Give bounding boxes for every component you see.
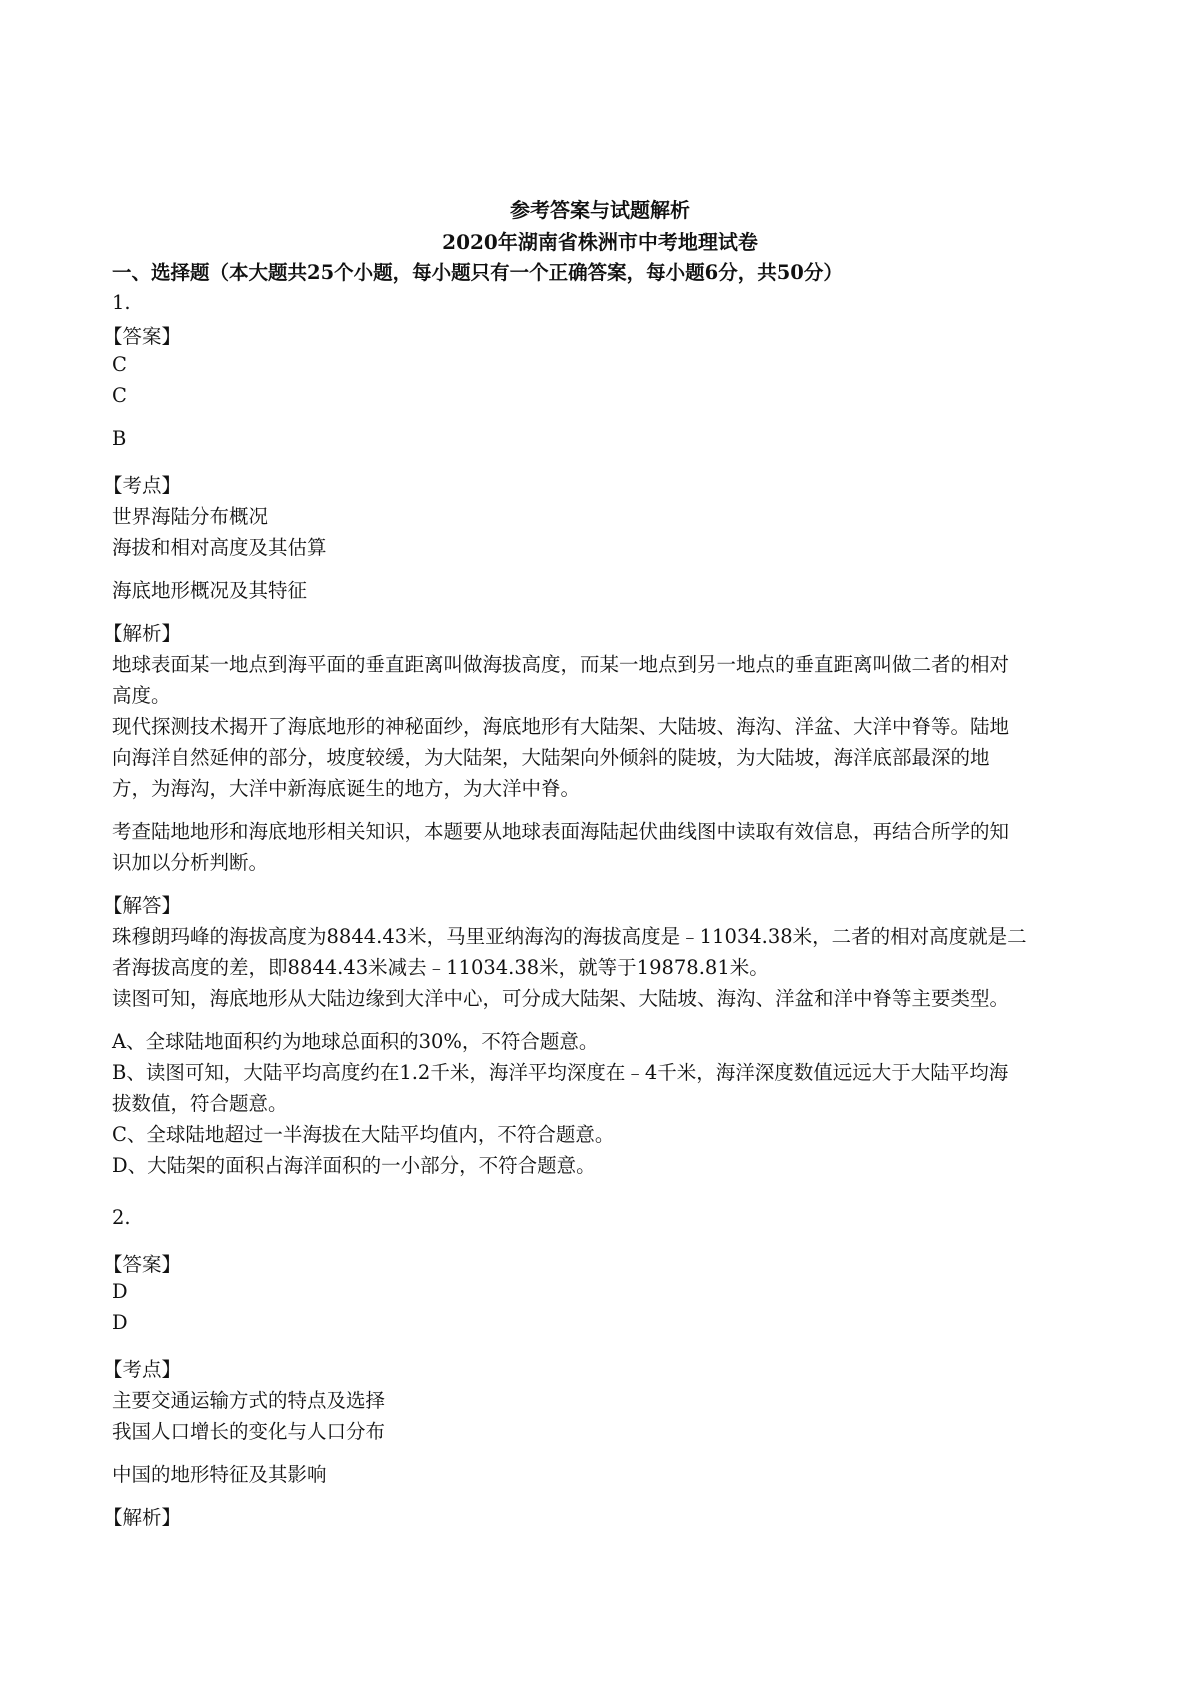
jieda-line: B、读图可知，大陆平均高度约在1.2千米，海洋平均深度在﹣4千米，海洋深度数值远远大于大陆平均海 <box>112 1061 1009 1084</box>
doc-title: 参考答案与试题解析 <box>510 198 690 222</box>
kaodian-item: 世界海陆分布概况 <box>112 505 269 528</box>
jieda-line: D、大陆架的面积占海洋面积的一小部分，不符合题意。 <box>112 1154 596 1177</box>
jieda-line: 读图可知，海底地形从大陆边缘到大洋中心，可分成大陆架、大陆坡、海沟、洋盆和洋中脊等主要类型。 <box>112 987 1010 1010</box>
jieda-line: 拔数值，符合题意。 <box>112 1092 288 1115</box>
kaodian-item: 主要交通运输方式的特点及选择 <box>112 1389 386 1412</box>
jieda-label: 【解答】 <box>103 894 182 917</box>
jieda-line: C、全球陆地超过一半海拔在大陆平均值内，不符合题意。 <box>112 1123 615 1146</box>
jiexi-line: 识加以分析判断。 <box>112 851 269 874</box>
answer-value: C <box>112 353 127 376</box>
kaodian-item: 海底地形概况及其特征 <box>112 579 308 602</box>
jiexi-line: 现代探测技术揭开了海底地形的神秘面纱，海底地形有大陆架、大陆坡、海沟、洋盆、大洋中脊等。陆地 <box>112 715 1010 738</box>
jiexi-line: 方，为海沟，大洋中新海底诞生的地方，为大洋中脊。 <box>112 777 581 800</box>
kaodian-item: 中国的地形特征及其影响 <box>112 1463 327 1486</box>
kaodian-label: 【考点】 <box>103 474 182 497</box>
jiexi-line: 高度。 <box>112 684 171 707</box>
kaodian-item: 海拔和相对高度及其估算 <box>112 536 327 559</box>
section-heading: 一、选择题（本大题共25个小题，每小题只有一个正确答案，每小题6分，共50分） <box>112 261 843 284</box>
jiexi-line: 地球表面某一地点到海平面的垂直距离叫做海拔高度，而某一地点到另一地点的垂直距离叫做二者的相对 <box>112 653 1010 676</box>
answer-label: 【答案】 <box>103 1253 182 1276</box>
answer-value: B <box>112 427 127 450</box>
jieda-line: 者海拔高度的差，即8844.43米减去﹣11034.38米，就等于19878.81米。 <box>112 956 769 979</box>
answer-value: D <box>112 1311 128 1334</box>
question-number: 2. <box>112 1206 131 1229</box>
jiexi-line: 向海洋自然延伸的部分，坡度较缓，为大陆架，大陆架向外倾斜的陡坡，为大陆坡，海洋底部最深的地 <box>112 746 990 769</box>
jiexi-line: 考查陆地地形和海底地形相关知识，本题要从地球表面海陆起伏曲线图中读取有效信息，再结合所学的知 <box>112 820 1010 843</box>
question-number: 1. <box>112 291 131 314</box>
jieda-line: A、全球陆地面积约为地球总面积的30%，不符合题意。 <box>112 1030 599 1053</box>
jieda-line: 珠穆朗玛峰的海拔高度为8844.43米，马里亚纳海沟的海拔高度是﹣11034.38米，二者的相对高度就是二 <box>112 925 1027 948</box>
answer-label: 【答案】 <box>103 325 182 348</box>
kaodian-item: 我国人口增长的变化与人口分布 <box>112 1420 386 1443</box>
answer-value: D <box>112 1280 128 1303</box>
jiexi-label: 【解析】 <box>103 622 182 645</box>
kaodian-label: 【考点】 <box>103 1358 182 1381</box>
exam-title: 2020年湖南省株洲市中考地理试卷 <box>442 230 758 254</box>
jiexi-label: 【解析】 <box>103 1506 182 1529</box>
answer-value: C <box>112 384 127 407</box>
